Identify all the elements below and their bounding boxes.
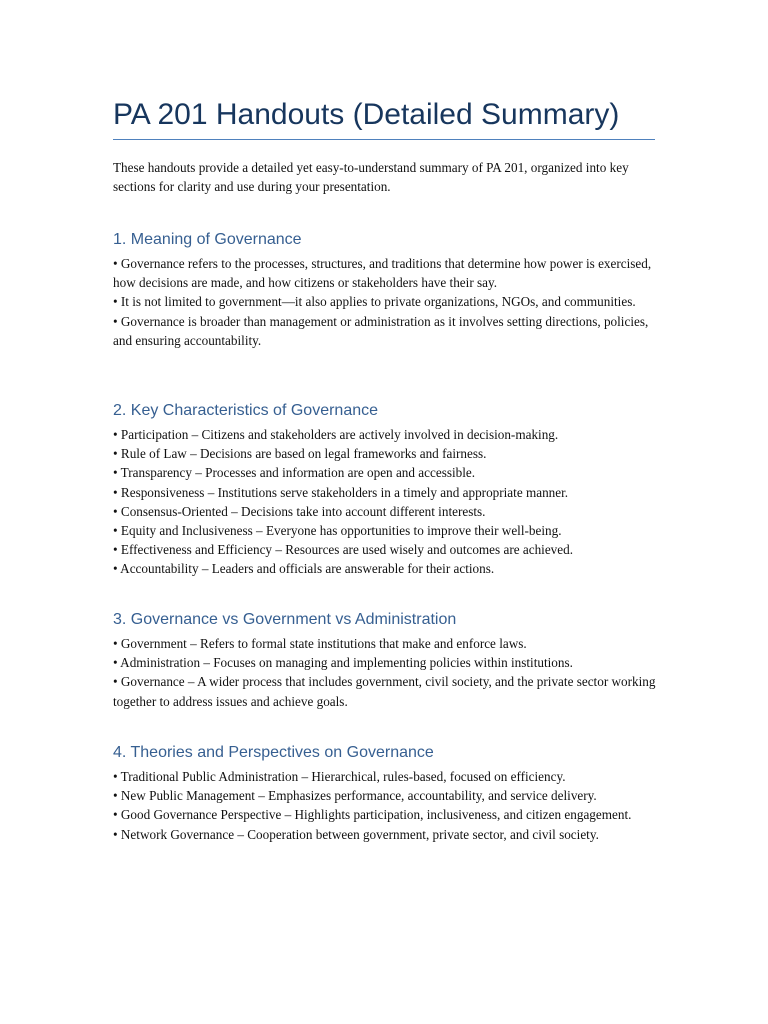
intro-text: These handouts provide a detailed yet easy-to-understand summary of PA 201, organized into key sections for clarity and use during your presentation. [113,160,629,195]
bullet-list [113,634,658,711]
list-item: • Participation – Citizens and stakeholders are actively involved in decision-making. [113,427,559,442]
list-item: • Traditional Public Administration – Hierarchical, rules-based, focused on efficiency. [113,769,566,784]
list-item: • Governance refers to the processes, structures, and traditions that determine how power is exercised, how decisions are made, and how citizens or stakeholders have their say. [113,256,652,291]
section-heading: 1. Meaning of Governance [113,231,302,248]
title-underline [113,139,655,140]
list-item: • Good Governance Perspective – Highlights participation, inclusiveness, and citizen engagement. [113,807,632,823]
bullet-list [113,254,658,350]
list-item: • Government – Refers to formal state institutions that make and enforce laws. [113,636,527,651]
list-item: • New Public Management – Emphasizes performance, accountability, and service delivery. [113,788,597,804]
section-heading: 2. Key Characteristics of Governance [113,402,379,419]
list-item: • Governance is broader than management or administration as it involves setting directions, policies, and ensuring accountability. [113,313,649,348]
list-item: • Effectiveness and Efficiency – Resources are used wisely and outcomes are achieved. [113,542,574,558]
section-key-characteristics [113,401,658,579]
list-item: • Governance – A wider process that includes government, civil society, and the private sector working together to address issues and achieve goals. [113,674,656,709]
list-item: • Consensus-Oriented – Decisions take into account different interests. [113,503,486,519]
bullet-list [113,425,658,579]
section-heading: 3. Governance vs Government vs Administration [113,611,457,628]
intro-paragraph [113,158,658,196]
bullet-list [113,767,658,844]
list-item: • Equity and Inclusiveness – Everyone has opportunities to improve their well-being. [113,523,562,539]
page-title: PA 201 Handouts (Detailed Summary) [113,98,620,131]
list-item: • Network Governance – Cooperation between government, private sector, and civil society. [113,826,599,842]
list-item: • Transparency – Processes and information are open and accessible. [113,465,476,481]
section-theories-and-perspectives [113,743,658,844]
list-item: • Accountability – Leaders and officials are answerable for their actions. [113,561,495,577]
section-meaning-of-governance [113,230,658,350]
list-item: • Rule of Law – Decisions are based on legal frameworks and fairness. [113,446,487,462]
section-governance-vs-government [113,610,658,711]
list-item: • Administration – Focuses on managing and implementing policies within institutions. [113,655,573,671]
list-item: • It is not limited to government—it also applies to private organizations, NGOs, and communities. [113,294,636,310]
list-item: • Responsiveness – Institutions serve stakeholders in a timely and appropriate manner. [113,484,569,500]
section-heading: 4. Theories and Perspectives on Governance [113,744,434,761]
